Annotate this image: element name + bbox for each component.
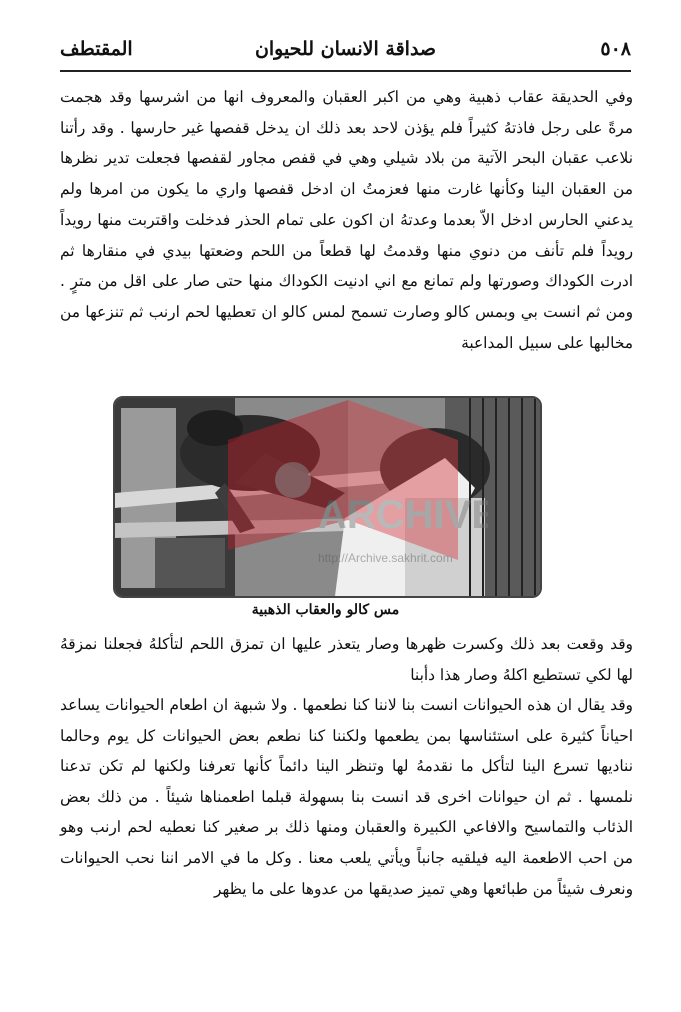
paragraph-2: وقد وقعت بعد ذلك وكسرت ظهرها وصار يتعذر عليها ان تمزق اللحم لتأكلهُ فجعلنا نمزقهُ لها لكي تستطيع اكلهُ وصار هذا دأبنا [60, 635, 633, 684]
running-title: صداقة الانسان للحيوان [254, 38, 437, 60]
page-header [60, 34, 631, 72]
paragraph-3: وقد يقال ان هذه الحيوانات انست بنا لاننا كنا نطعمها . ولا شبهة ان اطعام الحيوانات يساعد احياناً كثيرة على استئناسها بمن يطعمها ولكننا كنا نطعم بعض الحيوانات كل يوم وحالما نناديها تسرع الينا لتأكل ما نقدمهُ لها وتنظر الينا دائماً كأنها تعرفنا ولكنها لم تكن تدعنا نلمسها . ثم ان حيوانات اخرى قد انست بنا بسهولة قبلما اطعمناها شيئاً . من ذلك بعض الذئاب والتماسيح والافاعي الكبيرة والعقبان ومنها ذلك بر صغير كنا نعطيه لحم ارنب وهو من احب الاطعمة اليه فيلقيه جانباً ويأتي يلعب معنا . وكل ما في الامر اننا نحب الحيوانات ونعرف شيئاً من طبائعها وهي تميز صديقها من عدوها على ما يظهر [60, 696, 633, 898]
watermark-text: ARCHIVE [318, 493, 488, 537]
journal-name: المقتطف [60, 38, 133, 60]
watermark-url: http://Archive.sakhrit.com [318, 551, 453, 565]
figure-caption: مس كالو والعقاب الذهبية [251, 602, 400, 618]
photo-woman-and-eagle [113, 396, 542, 598]
paragraph-1: وفي الحديقة عقاب ذهبية وهي من اكبر العقبان والمعروف انها من اشرسها وقد هجمت مرةً على رجل فاذتهُ كثيراً فلم يؤذن لاحد بعد ذلك ان يدخل قفصها غير حارسها . وقد رأتنا نلاعب عقبان البحر الآتية من بلاد شيلي وهي في قفص مجاور لقفصها فجعلت تدير نظرها من العقبان الينا وكأنها غارت منها فعزمتُ ان ادخل قفصها واري ما يكون من امرها ولم يدعني الحارس ادخل الاّ بعدما وعدتهُ ان اكون على تمام الحذر فدخلت واقتربت منها رويداً رويداً فلم تأنف من دنوي منها وقدمتُ لها قطعاً من اللحم وضعتها بيدي في منقارها ثم ادرت الكوداك وصورتها ولم تمانع مع اني ادنيت الكوداك منها حتى صار على اقل من مترٍ . ومن ثم انست بي وبمس كالو وصارت تسمح لمس كالو ان تعطيها لحم ارنب ثم تنزعها من مخالبها على سبيل المداعبة [60, 88, 633, 352]
photo-illustration [115, 398, 540, 596]
page-number: ٥٠٨ [600, 38, 631, 60]
